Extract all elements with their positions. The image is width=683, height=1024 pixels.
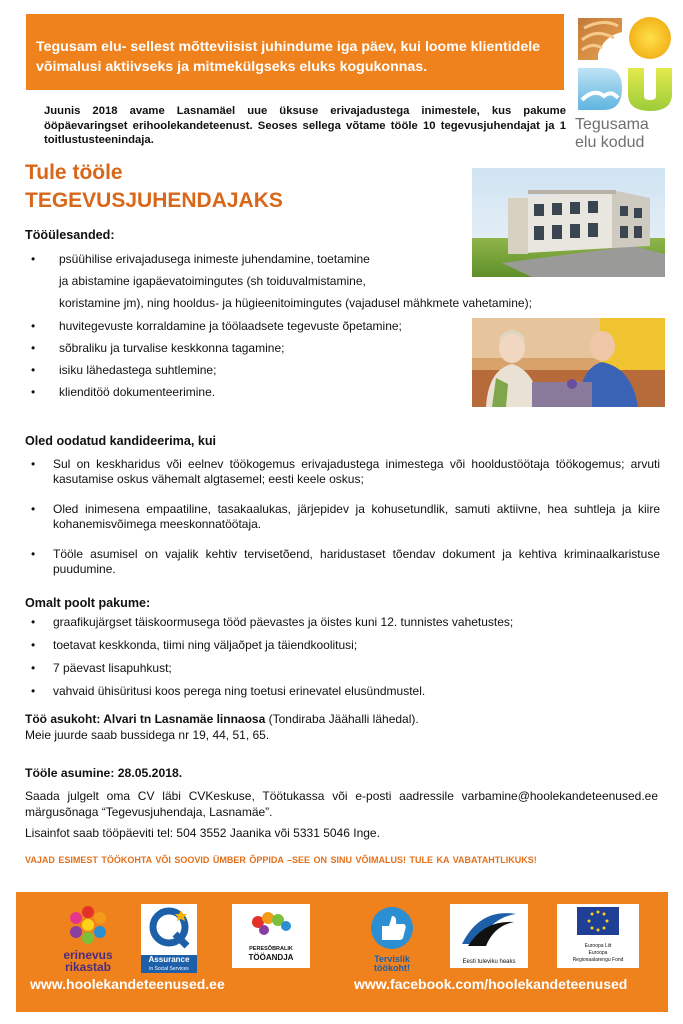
list-item [27,248,607,314]
logo6-line2: Euroopa [588,950,608,956]
logo4-line1: Tervislik [374,954,410,964]
duties-list [27,248,607,405]
logo4-line2: töökoht! [374,963,410,973]
logo6-line1: Euroopa Liit [584,943,612,949]
logo1-line2: rikastab [64,960,112,974]
thumbs-up-icon [362,906,422,950]
tagline-line2: elu kodud [575,134,645,151]
assurance-logo [141,904,197,972]
logo3-line2: TÖÖANDJA [248,953,294,962]
healthy-workplace-logo [362,906,422,972]
requirements-list [27,457,660,592]
intro-paragraph: Juunis 2018 avame Lasnamäel uue üksuse erivajadustega inimestele, kus pakume ööpäevaringset erihoolekandeteenust. Seoses sellega võtame tööle 10 tegevusjuhendajat ja 1 toitlustusteenindaja. [44,105,566,146]
offer-list [27,613,627,705]
requirements-heading: Oled oodatud kandideerima, kui [25,434,217,448]
logo2-line1: Assurance [141,955,197,965]
contact-info: Lisainfot saab tööpäeviti tel: 504 3552 Jaanika või 5331 5046 Inge. [25,826,380,840]
website-link[interactable]: www.hoolekandeteenused.ee [30,976,225,992]
family-friendly-employer-logo [232,904,310,968]
eu-flag-icon [557,904,639,938]
list-item: • sõbraliku ja turvalise keskkonna tagamine; [27,339,607,358]
list-item: • klienditöö dokumenteerimine. [27,383,607,402]
duty-line-3: koristamine jm), ning hooldus- ja hügieenitoimingutes (vajadusel mähkmete vahetamine); [59,296,532,310]
kodu-logo-tagline [575,116,680,152]
eesti-tuleviku-heaks-logo [450,904,528,968]
list-item: • 7 päevast lisapuhkust; [27,659,627,678]
location-label: Töö asukoht: Alvari tn Lasnamäe linnaosa [25,712,266,726]
bus-info: Meie juurde saab bussidega nr 19, 44, 51, 65. [25,727,270,742]
page-title-line2: TEGEVUSJUHENDAJAKS [25,189,283,212]
facebook-link[interactable]: www.facebook.com/hoolekandeteenused [354,976,628,992]
list-item: • Oled inimesena empaatiline, tasakaalukas, järjepidev ja kohusetundlik, samuti aktiivne, hea suhtleja ja kiire kohanemisvõimega meeskonnatöötaja. [27,502,660,532]
logo2-line2: in Social Services [141,965,197,973]
start-date: Tööle asumine: 28.05.2018. [25,766,183,780]
list-item: • toetavat keskkonda, tiimi ning väljaõpet ja täiendkoolitusi; [27,636,627,655]
location-note: (Tondiraba Jäähalli lähedal). [265,712,419,726]
slogan: VAJAD ESIMEST TÖÖKOHTA VÕI SOOVID ÜMBER ÕPPIDA –SEE ON SINU VÕIMALUS! TULE KA VABATAHTLIKUKS! [25,855,537,865]
family-icon [232,904,310,940]
list-item: • Sul on keskharidus või eelnev töökogemus erivajadustega inimestega või hooldustöötaja töökogemus; arvuti kasutamise oskus vähemalt algtasemel; eesti keele oskus; [27,457,660,487]
list-item: • graafikujärgset täiskoormusega tööd päevastes ja öistes kuni 12. tunnistes vahetustes; [27,613,627,632]
work-location [25,712,545,743]
list-item: • huvitegevuste korraldamine ja töölaadsete tegevuste õpetamine; [27,317,607,336]
page-title-line1: Tule tööle [25,161,123,184]
list-item: • isiku lähedastega suhtlemine; [27,361,607,380]
estonian-flag-swirl-icon [450,904,528,952]
kodu-logo-icon [574,14,674,114]
logo1-line1: erinevus [63,948,113,962]
logo5-text: Eesti tuleviku heaks [462,959,516,965]
banner-text: Tegusam elu- sellest mõtteviisist juhindume iga päev, kui loome klientidele võimalusi aktiivseks ja mitmekülgseks eluks kogukonnas. [36,39,541,75]
header-banner [26,14,564,90]
tagline-line1: Tegusama [575,116,649,133]
assurance-q-icon [141,904,197,950]
flower-icon [52,904,124,944]
list-item: • vahvaid ühisüritusi koos perega ning toetusi erinevatel elusündmustel. [27,682,627,701]
logo6-line3: Regionaalarengu Fond [572,957,624,963]
offer-heading: Omalt poolt pakume: [25,596,151,610]
duties-heading: Tööülesanded: [25,228,115,242]
list-item: • Tööle asumisel on vajalik kehtiv tervisetõend, haridustaset tõendav dokument ja kehtiva kriminaalkaristuse puudumine. [27,547,660,577]
eu-regional-fund-logo [557,904,639,968]
apply-instructions: Saada julgelt oma CV läbi CVKeskuse, Töötukassa või e-posti aadressile varbamine@hoolekandeteenused.ee märgusõnaga “Tegevusjuhendaja, Lasnamäe”. [25,789,658,819]
duty-line-1: • psüühilise erivajadusega inimeste juhendamine, toetamine [59,252,370,266]
erinevus-rikastab-logo [52,904,124,972]
logo3-line1: PERESÕBRALIK [249,946,293,952]
duty-line-2: ja abistamine igapäevatoimingutes (sh toiduvalmistamine, [59,274,366,288]
